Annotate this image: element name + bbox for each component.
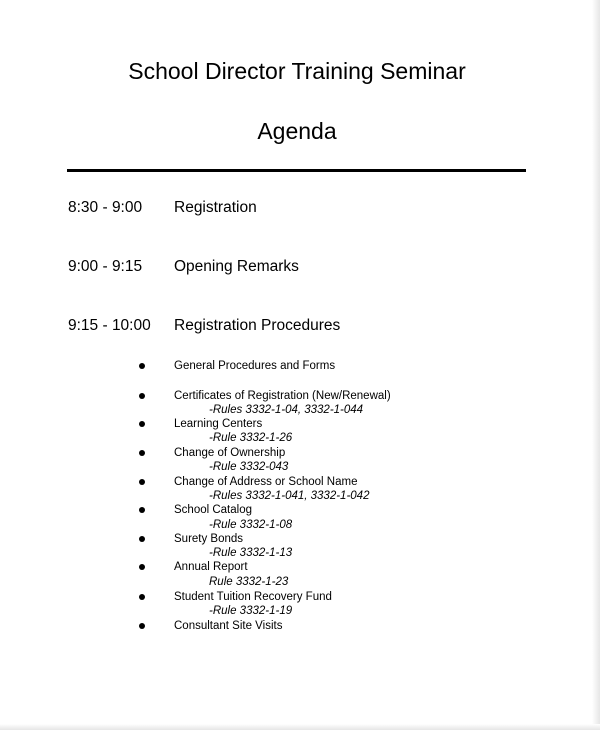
- list-item-label: Surety Bonds: [174, 533, 244, 545]
- list-item-label: Certificates of Registration (New/Renewal): [174, 390, 391, 402]
- list-item-rule: -Rules 3332-1-04, 3332-1-044: [209, 404, 364, 416]
- bullet-icon: [139, 450, 145, 456]
- bullet-icon: [139, 623, 145, 629]
- list-item-label: Consultant Site Visits: [174, 620, 283, 632]
- session-title: Registration Procedures: [174, 317, 341, 334]
- list-item-rule: -Rule 3332-1-13: [209, 547, 293, 559]
- list-item-label: Student Tuition Recovery Fund: [174, 591, 332, 603]
- bullet-icon: [139, 421, 145, 427]
- bullet-icon: [139, 594, 145, 600]
- title-divider: [67, 169, 526, 172]
- list-item-rule: -Rule 3332-1-26: [209, 432, 293, 444]
- bullet-icon: [139, 507, 145, 513]
- document-subtitle: Agenda: [257, 118, 337, 144]
- list-item-label: General Procedures and Forms: [174, 360, 336, 372]
- page-bottom-shadow: [0, 724, 600, 730]
- list-item-rule: -Rule 3332-1-19: [209, 605, 293, 617]
- session-title: Registration: [174, 199, 257, 216]
- list-item-label: Annual Report: [174, 561, 248, 573]
- list-item-rule: -Rules 3332-1-041, 3332-1-042: [209, 490, 370, 502]
- bullet-icon: [139, 564, 145, 570]
- list-item-label: Learning Centers: [174, 418, 263, 430]
- bullet-icon: [139, 479, 145, 485]
- list-item-rule: Rule 3332-1-23: [209, 576, 289, 588]
- document-title: School Director Training Seminar: [128, 58, 466, 84]
- bullet-icon: [139, 363, 145, 369]
- bullet-icon: [139, 393, 145, 399]
- list-item-label: Change of Address or School Name: [174, 476, 358, 488]
- bullet-icon: [139, 536, 145, 542]
- session-time: 9:00 - 9:15: [68, 258, 143, 275]
- list-item-rule: -Rule 3332-1-08: [209, 519, 293, 531]
- list-item-rule: -Rule 3332-043: [209, 461, 289, 473]
- list-item-label: Change of Ownership: [174, 447, 286, 459]
- session-time: 8:30 - 9:00: [68, 199, 143, 216]
- list-item-label: School Catalog: [174, 504, 252, 516]
- session-title: Opening Remarks: [174, 258, 299, 275]
- page-edge-shadow: [592, 0, 600, 730]
- session-time: 9:15 - 10:00: [68, 317, 151, 334]
